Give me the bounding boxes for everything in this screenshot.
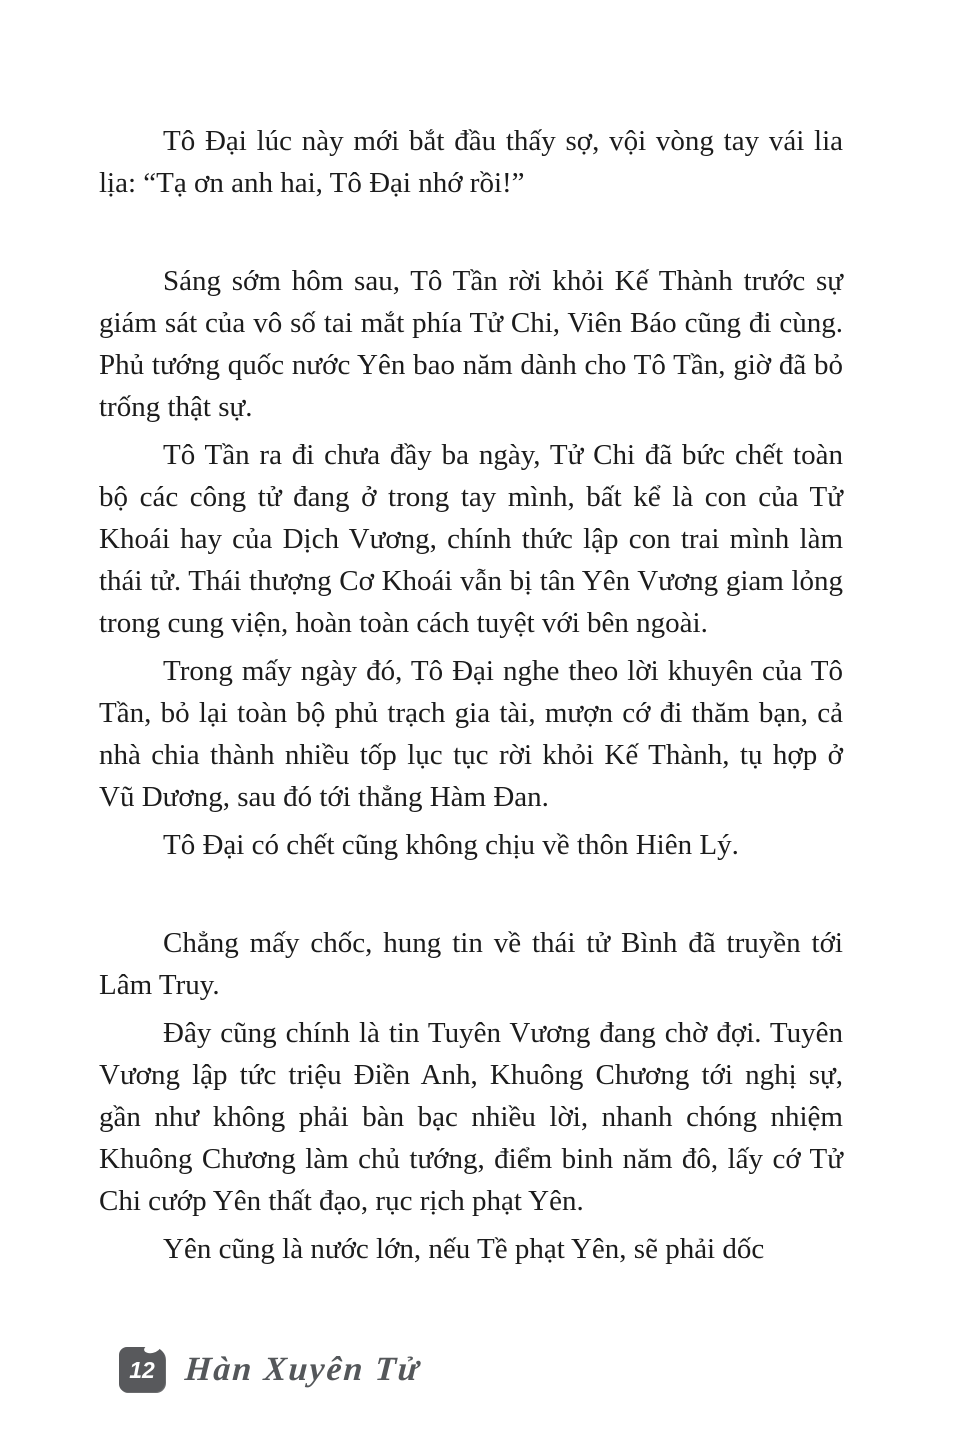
author-signature-logo: Hàn Xuyên Tử	[183, 1350, 422, 1388]
page-text-block	[99, 120, 843, 1270]
paragraph: Yên cũng là nước lớn, nếu Tề phạt Yên, sẽ phải dốc	[163, 1233, 765, 1265]
page-number-badge	[119, 1347, 165, 1392]
paragraph: Đây cũng chính là tin Tuyên Vương đang chờ đợi. Tuyên Vương lập tức triệu Điền Anh, Khuông Chương tới nghị sự, gần như không phải bàn bạc nhiều lời, nhanh chóng nhiệm Khuông Chương làm chủ tướng, điểm binh năm đô, lấy cớ Tử Chi cướp Yên thất đạo, rục rịch phạt Yên.	[99, 1017, 843, 1217]
paragraph: Tô Đại lúc này mới bắt đầu thấy sợ, vội vòng tay vái lia lịa: “Tạ ơn anh hai, Tô Đại nhớ rồi!”	[99, 125, 843, 199]
page-number: 12	[129, 1357, 155, 1383]
paragraph: Tô Đại có chết cũng không chịu về thôn Hiên Lý.	[163, 829, 739, 861]
paragraph: Sáng sớm hôm sau, Tô Tần rời khỏi Kế Thành trước sự giám sát của vô số tai mắt phía Tử Chi, Viên Báo cũng đi cùng. Phủ tướng quốc nước Yên bao năm dành cho Tô Tần, giờ đã bỏ trống thật sự.	[99, 265, 843, 423]
paragraph: Trong mấy ngày đó, Tô Đại nghe theo lời khuyên của Tô Tần, bỏ lại toàn bộ phủ trạch gia tài, mượn cớ đi thăm bạn, cả nhà chia thành nhiều tốp lục tục rời khỏi Kế Thành, tụ hợp ở Vũ Dương, sau đó tới thẳng Hàm Đan.	[99, 655, 843, 813]
paragraph: Tô Tần ra đi chưa đầy ba ngày, Tử Chi đã bức chết toàn bộ các công tử đang ở trong tay mình, bất kể là con của Tử Khoái hay của Dịch Vương, chính thức lập con trai mình làm thái tử. Thái thượng Cơ Khoái vẫn bị tân Yên Vương giam lỏng trong cung viện, hoàn toàn cách tuyệt với bên ngoài.	[99, 439, 843, 639]
page-footer	[119, 1347, 420, 1392]
paragraph: Chẳng mấy chốc, hung tin về thái tử Bình đã truyền tới Lâm Truy.	[99, 927, 843, 1001]
